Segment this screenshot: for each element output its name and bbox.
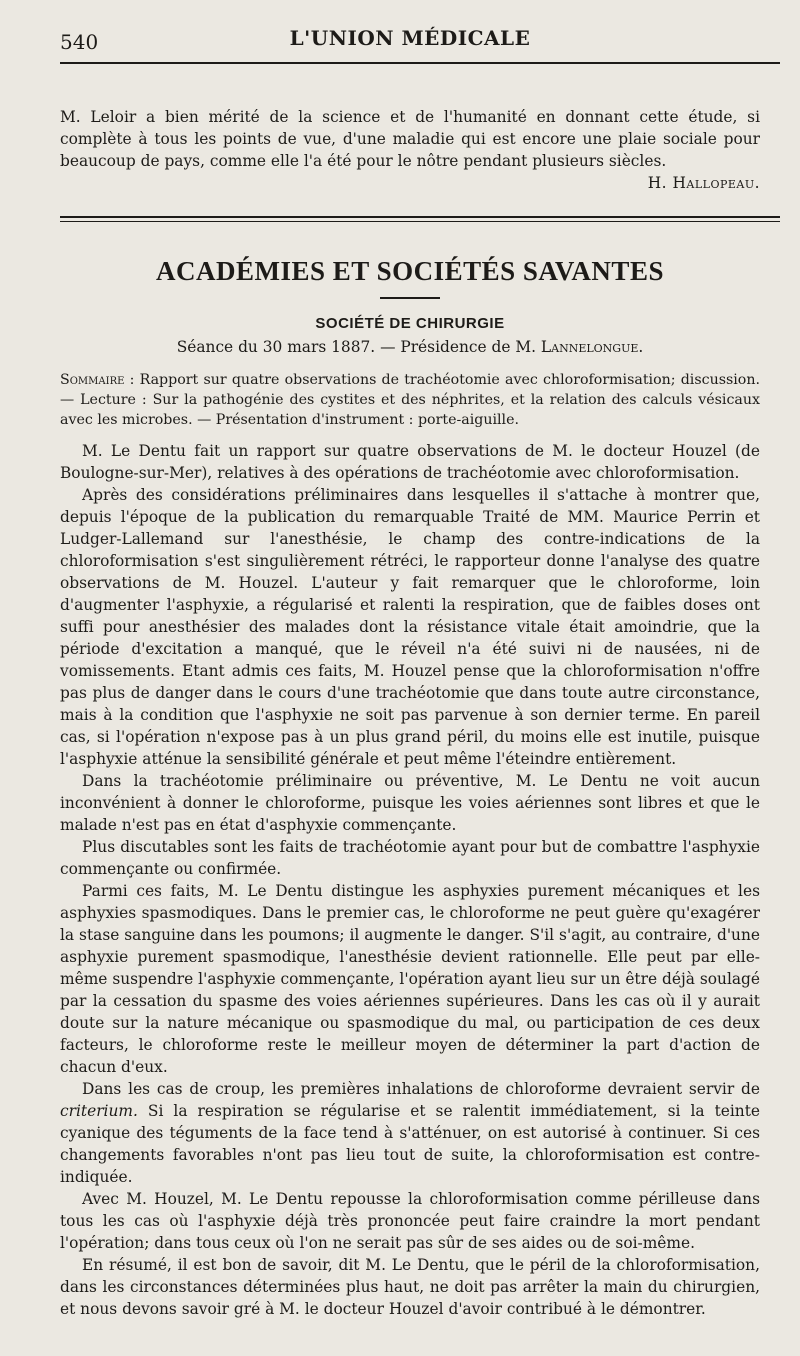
speaker-name: M. Le Dentu	[82, 442, 186, 460]
title-underline	[380, 297, 440, 299]
paragraph-6	[60, 1078, 760, 1188]
paragraph-3: Dans la trachéotomie préliminaire ou préventive, M. Le Dentu ne voit aucun inconvénient à donner le chloroforme, puisque les voies aériennes sont libres et que le malade n'est pas en état d'asphyxie commençante.	[60, 772, 760, 834]
page-header	[60, 22, 760, 62]
signature	[60, 174, 760, 192]
summary	[60, 370, 760, 430]
paragraph-4: Plus discutables sont les faits de trachéotomie ayant pour but de combattre l'asphyxie commençante ou confirmée.	[60, 838, 760, 878]
summary-label: Sommaire :	[60, 372, 135, 388]
section-title: ACADÉMIES ET SOCIÉTÉS SAVANTES	[156, 256, 664, 286]
session-text: Séance du 30 mars 1887. — Présidence de M.	[176, 338, 536, 356]
paragraph-2: Après des considérations préliminaires dans lesquelles il s'attache à montrer que, depuis l'époque de la publication du remarquable Traité de MM. Maurice Perrin et Ludger-Lallemand sur l'anesthésie, le champ des contre-indications de la chloroformisation s'est singulièrement rétréci, le rapporteur donne l'analyse des quatre observations de M. Houzel. L'auteur y fait remarquer que le chloroforme, loin d'augmenter l'asphyxie, a régularisé et ralenti la respiration, que de faibles doses ont suffi pour anesthésier des malades dont la résistance vitale était amoindrie, que la période d'excitation a manqué, que le réveil n'a été suivi ni de nausées, ni de vomissements. Etant admis ces faits, M. Houzel pense que la chloroformisation n'offre pas plus de danger dans le cours d'une trachéotomie que dans toute autre circonstance, mais à la condition que l'asphyxie ne soit pas parvenue à son dernier terme. En pareil cas, si l'opération n'expose pas à un plus grand péril, du moins elle est inutile, puisque l'asphyxie atténue la sensibilité générale et peut même l'éteindre entièrement.	[60, 486, 760, 768]
intro-paragraph: M. Leloir a bien mérité de la science et de l'humanité en donnant cette étude, si complète à tous les points de vue, d'une maladie qui est encore une plaie sociale pour beaucoup de pays, comme elle l'a été pour le nôtre pendant plusieurs siècles.	[60, 108, 760, 170]
paragraph-1-text: fait un rapport sur quatre observations de M. le docteur Houzel (de Boulogne-sur-Mer), relatives à des opérations de trachéotomie avec chloroformisation.	[60, 442, 760, 482]
paragraph-7: Avec M. Houzel, M. Le Dentu repousse la chloroformisation comme périlleuse dans tous les cas où l'asphyxie déjà très prononcée peut faire craindre la mort pendant l'opération; dans tous ceux où l'on ne serait pas sûr de ses aides ou de soi-même.	[60, 1190, 760, 1252]
paragraph-5: Parmi ces faits, M. Le Dentu distingue les asphyxies purement mécaniques et les asphyxies spasmodiques. Dans le premier cas, le chloroforme ne peut guère qu'exagérer la stase sanguine dans les poumons; il augmente le danger. S'il s'agit, au contraire, d'une asphyxie purement spasmodique, l'anesthésie devient rationnelle. Elle peut par elle-même suspendre l'asphyxie commençante, l'opération ayant lieu sur un être déjà soulagé par la cessation du spasme des voies aériennes supérieures. Dans les cas où il y aurait doute sur la nature mécanique ou spasmodique du mal, ou participation de ces deux facteurs, le chloroforme reste le meilleur moyen de déterminer la part d'action de chacun d'eux.	[60, 882, 760, 1076]
header-rule	[60, 62, 780, 64]
signature-name: Hallopeau.	[672, 174, 760, 192]
paragraph-6-after: Si la respiration se régularise et se ralentit immédiatement, si la teinte cyanique des téguments de la face tend à s'atténuer, on est autorisé à continuer. Si ces changements favorables n'ont pas lieu tout de suite, la chloroformisation est contre-indiquée.	[60, 1102, 760, 1186]
paragraph-1	[60, 440, 760, 484]
paragraph-8: En résumé, il est bon de savoir, dit M. Le Dentu, que le péril de la chloroformisation, dans les circonstances déterminées plus haut, ne doit pas arrêter la main du chirurgien, et nous devons savoir gré à M. le docteur Houzel d'avoir contribué à le démontrer.	[60, 1256, 760, 1318]
summary-text: Rapport sur quatre observations de trachéotomie avec chloroformisation; discussion. — Lecture : Sur la pathogénie des cystites et des néphrites, et la relation des calculs vésicaux avec les microbes. — Présentation d'instrument : porte-aiguille.	[60, 372, 760, 428]
section-divider	[60, 216, 780, 222]
article-body	[60, 440, 760, 1320]
session-president: Lannelongue.	[540, 338, 644, 356]
session-line	[60, 338, 760, 356]
page-number: 540	[60, 30, 99, 54]
journal-title: L'UNION MÉDICALE	[289, 26, 531, 50]
signature-initial: H.	[647, 174, 668, 192]
paragraph-6-before: Dans les cas de croup, les premières inhalations de chloroforme devraient servir de	[82, 1080, 760, 1098]
society-name: SOCIÉTÉ DE CHIRURGIE	[315, 315, 505, 332]
paragraph-6-italic: criterium.	[60, 1102, 138, 1120]
